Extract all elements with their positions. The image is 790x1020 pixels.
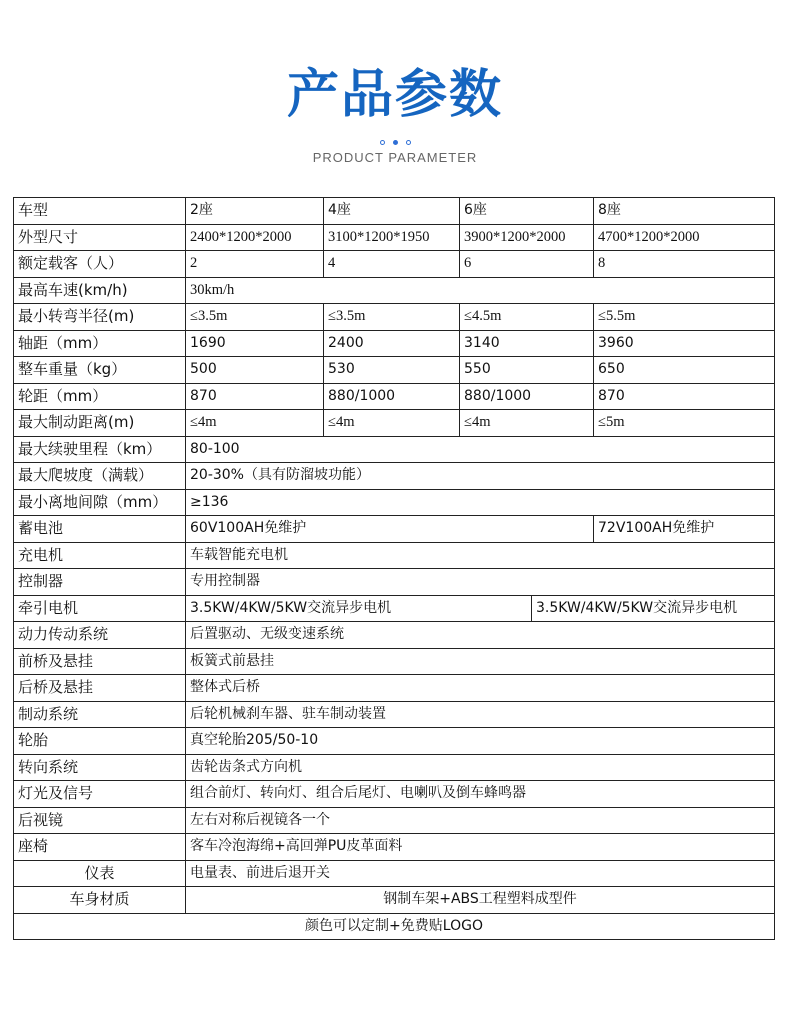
table-cell: 650 [594, 357, 775, 384]
table-cell: ≤5.5m [594, 304, 775, 331]
table-cell: 3.5KW/4KW/5KW交流异步电机 [532, 595, 775, 622]
table-row [14, 463, 775, 490]
row-label: 转向系统 [14, 754, 186, 781]
table-cell: 3900*1200*2000 [460, 224, 594, 251]
table-cell: 2400*1200*2000 [186, 224, 324, 251]
table-cell: ≤3.5m [324, 304, 460, 331]
table-row [14, 277, 775, 304]
table-cell: ≤4.5m [460, 304, 594, 331]
table-row [14, 701, 775, 728]
table-cell: 870 [186, 383, 324, 410]
table-cell: 20-30%（具有防溜坡功能） [186, 463, 775, 490]
table-row [14, 860, 775, 887]
table-row [14, 410, 775, 437]
row-label: 最小转弯半径(m) [14, 304, 186, 331]
row-label: 最大续驶里程（km） [14, 436, 186, 463]
row-label: 轮胎 [14, 728, 186, 755]
table-cell: 电量表、前进后退开关 [186, 860, 775, 887]
table-row [14, 569, 775, 596]
table-cell: 整体式后桥 [186, 675, 775, 702]
table-cell: 左右对称后视镜各一个 [186, 807, 775, 834]
table-cell: 80-100 [186, 436, 775, 463]
table-cell: 2座 [186, 198, 324, 225]
row-label: 座椅 [14, 834, 186, 861]
decorative-dots [0, 130, 790, 149]
table-cell: ≤4m [186, 410, 324, 437]
row-label: 车型 [14, 198, 186, 225]
row-label: 蓄电池 [14, 516, 186, 543]
table-cell: ≤3.5m [186, 304, 324, 331]
row-label: 充电机 [14, 542, 186, 569]
row-label: 整车重量（kg） [14, 357, 186, 384]
table-cell: ≤4m [324, 410, 460, 437]
table-row [14, 330, 775, 357]
table-row [14, 834, 775, 861]
table-row [14, 595, 775, 622]
table-row [14, 489, 775, 516]
table-cell: 3140 [460, 330, 594, 357]
row-label: 控制器 [14, 569, 186, 596]
table-cell: 550 [460, 357, 594, 384]
row-label: 后视镜 [14, 807, 186, 834]
row-label: 最大制动距离(m) [14, 410, 186, 437]
row-label: 动力传动系统 [14, 622, 186, 649]
table-cell: 6座 [460, 198, 594, 225]
table-row [14, 622, 775, 649]
table-cell: 30km/h [186, 277, 775, 304]
table-row [14, 224, 775, 251]
table-cell: 60V100AH免维护 [186, 516, 594, 543]
table-cell: 4 [324, 251, 460, 278]
table-row [14, 675, 775, 702]
table-row [14, 913, 775, 940]
dot-icon [393, 140, 398, 145]
table-cell: 8座 [594, 198, 775, 225]
table-row [14, 304, 775, 331]
row-label: 最高车速(km/h) [14, 277, 186, 304]
table-row [14, 781, 775, 808]
table-cell: 6 [460, 251, 594, 278]
table-cell: 齿轮齿条式方向机 [186, 754, 775, 781]
table-cell: ≤5m [594, 410, 775, 437]
row-label: 牵引电机 [14, 595, 186, 622]
table-cell: 后置驱动、无级变速系统 [186, 622, 775, 649]
table-cell: 3100*1200*1950 [324, 224, 460, 251]
table-row [14, 754, 775, 781]
spec-table [13, 197, 775, 940]
table-cell: 后轮机械刹车器、驻车制动装置 [186, 701, 775, 728]
table-row [14, 516, 775, 543]
table-row [14, 728, 775, 755]
dot-icon [406, 140, 411, 145]
table-cell: 4座 [324, 198, 460, 225]
row-label: 前桥及悬挂 [14, 648, 186, 675]
table-cell: 880/1000 [460, 383, 594, 410]
table-cell: ≤4m [460, 410, 594, 437]
table-cell: 板簧式前悬挂 [186, 648, 775, 675]
row-label: 最大爬坡度（满载） [14, 463, 186, 490]
table-cell: ≥136 [186, 489, 775, 516]
row-label: 制动系统 [14, 701, 186, 728]
table-row [14, 436, 775, 463]
table-cell: 4700*1200*2000 [594, 224, 775, 251]
row-label: 轴距（mm） [14, 330, 186, 357]
table-row [14, 198, 775, 225]
table-row [14, 887, 775, 914]
table-row [14, 648, 775, 675]
table-cell: 3960 [594, 330, 775, 357]
table-cell: 1690 [186, 330, 324, 357]
row-label: 车身材质 [14, 887, 186, 914]
table-row [14, 383, 775, 410]
row-label: 外型尺寸 [14, 224, 186, 251]
row-label: 仪表 [14, 860, 186, 887]
row-label: 额定载客（人） [14, 251, 186, 278]
table-cell: 8 [594, 251, 775, 278]
table-cell: 870 [594, 383, 775, 410]
row-label: 轮距（mm） [14, 383, 186, 410]
table-cell: 500 [186, 357, 324, 384]
table-row [14, 357, 775, 384]
table-cell: 颜色可以定制+免费贴LOGO [14, 913, 775, 940]
page-subtitle: PRODUCT PARAMETER [312, 150, 478, 165]
page-title: 产品参数 [286, 65, 503, 125]
table-cell: 专用控制器 [186, 569, 775, 596]
table-cell: 530 [324, 357, 460, 384]
table-cell: 2 [186, 251, 324, 278]
row-label: 最小离地间隙（mm） [14, 489, 186, 516]
table-row [14, 542, 775, 569]
row-label: 灯光及信号 [14, 781, 186, 808]
table-cell: 组合前灯、转向灯、组合后尾灯、电喇叭及倒车蜂鸣器 [186, 781, 775, 808]
table-cell: 3.5KW/4KW/5KW交流异步电机 [186, 595, 532, 622]
table-cell: 72V100AH免维护 [594, 516, 775, 543]
table-cell: 钢制车架+ABS工程塑料成型件 [186, 887, 775, 914]
table-cell: 真空轮胎205/50-10 [186, 728, 775, 755]
table-cell: 880/1000 [324, 383, 460, 410]
table-row [14, 807, 775, 834]
row-label: 后桥及悬挂 [14, 675, 186, 702]
table-cell: 2400 [324, 330, 460, 357]
dot-icon [380, 140, 385, 145]
table-cell: 车载智能充电机 [186, 542, 775, 569]
table-cell: 客车冷泡海绵+高回弹PU皮革面料 [186, 834, 775, 861]
table-row [14, 251, 775, 278]
